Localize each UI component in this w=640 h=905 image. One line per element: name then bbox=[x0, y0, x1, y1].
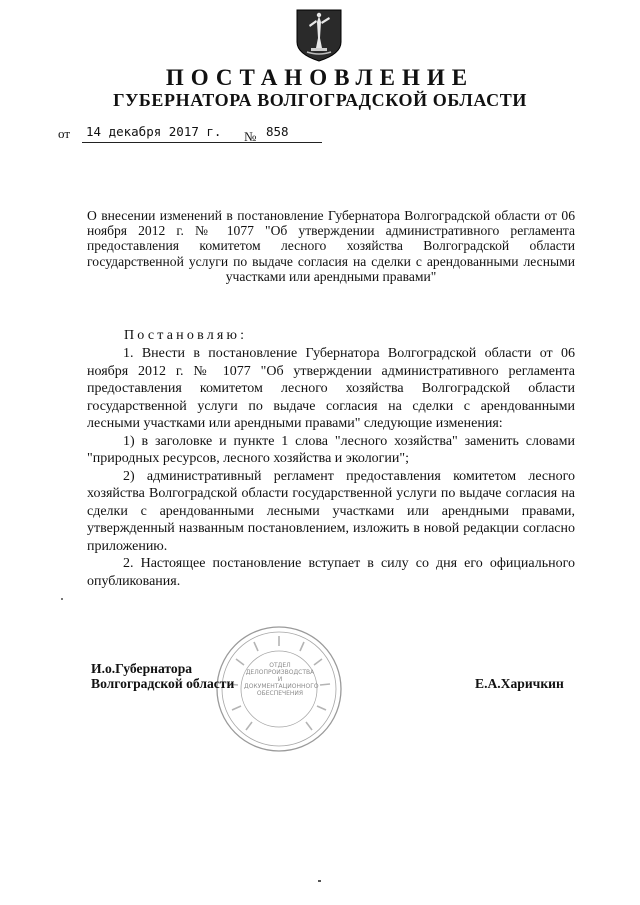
footer-mark bbox=[318, 880, 321, 882]
margin-mark bbox=[61, 598, 63, 600]
number-underline bbox=[258, 142, 322, 143]
number-sign: № bbox=[244, 129, 257, 144]
issuer-heading: ГУБЕРНАТОРА ВОЛГОГРАДСКОЙ ОБЛАСТИ bbox=[113, 90, 527, 110]
coat-of-arms-emblem bbox=[295, 8, 343, 62]
stamp-inner-text: ОТДЕЛ ДЕЛОПРОИЗВОДСТВА И ДОКУМЕНТАЦИОННОГО ОБЕСПЕЧЕНИЯ bbox=[244, 662, 319, 697]
body-paragraph-2: 1) в заголовке и пункте 1 слова "лесного хозяйства" заменить словами "природных ресурсов, лесного хозяйства и экологии"; bbox=[87, 433, 575, 466]
body-paragraph-1: 1. Внести в постановление Губернатора Волгоградской области от 06 ноября 2012 г. № 1077 "Об утверждении административного регламента предоставления комитетом лесного хозяйства Волгоградской области государственной услуги по выдаче согласия на сделки с арендованными лесными участками или арендными правами" следующие изменения: bbox=[87, 346, 575, 431]
decree-word: Постановляю: bbox=[124, 328, 248, 343]
body-paragraph-4: 2. Настоящее постановление вступает в силу со дня его официального опубликования. bbox=[87, 556, 575, 589]
date-from-label: от bbox=[58, 126, 71, 141]
body-paragraph-3: 2) административный регламент предоставления комитетом лесного хозяйства Волгоградской области государственной услуги по выдаче согласия на сделки с арендованными лесными участками или арендными правами, утвержденный названным постановлением, изложить в новой редакции согласно приложению. bbox=[87, 468, 575, 554]
document-dateline bbox=[58, 124, 289, 144]
document-type-heading: ПОСТАНОВЛЕНИЕ bbox=[165, 65, 475, 90]
document-body bbox=[87, 345, 575, 590]
document-number: 858 bbox=[266, 124, 289, 139]
document-date: 14 декабря 2017 г. bbox=[86, 124, 222, 139]
document-subject: О внесении изменений в постановление Губернатора Волгоградской области от 06 ноября 2012 г. № 1077 "Об утверждении административного регламента предоставления комитетом лесного хозяйства Волгоградской области государственной услуги по выдаче согласия на сделки с арендованными лесными участками или арендными правами" bbox=[87, 208, 575, 284]
signer-name: Е.А.Харичкин bbox=[475, 676, 564, 691]
signer-title: И.о.Губернатора Волгоградской области bbox=[91, 661, 235, 691]
